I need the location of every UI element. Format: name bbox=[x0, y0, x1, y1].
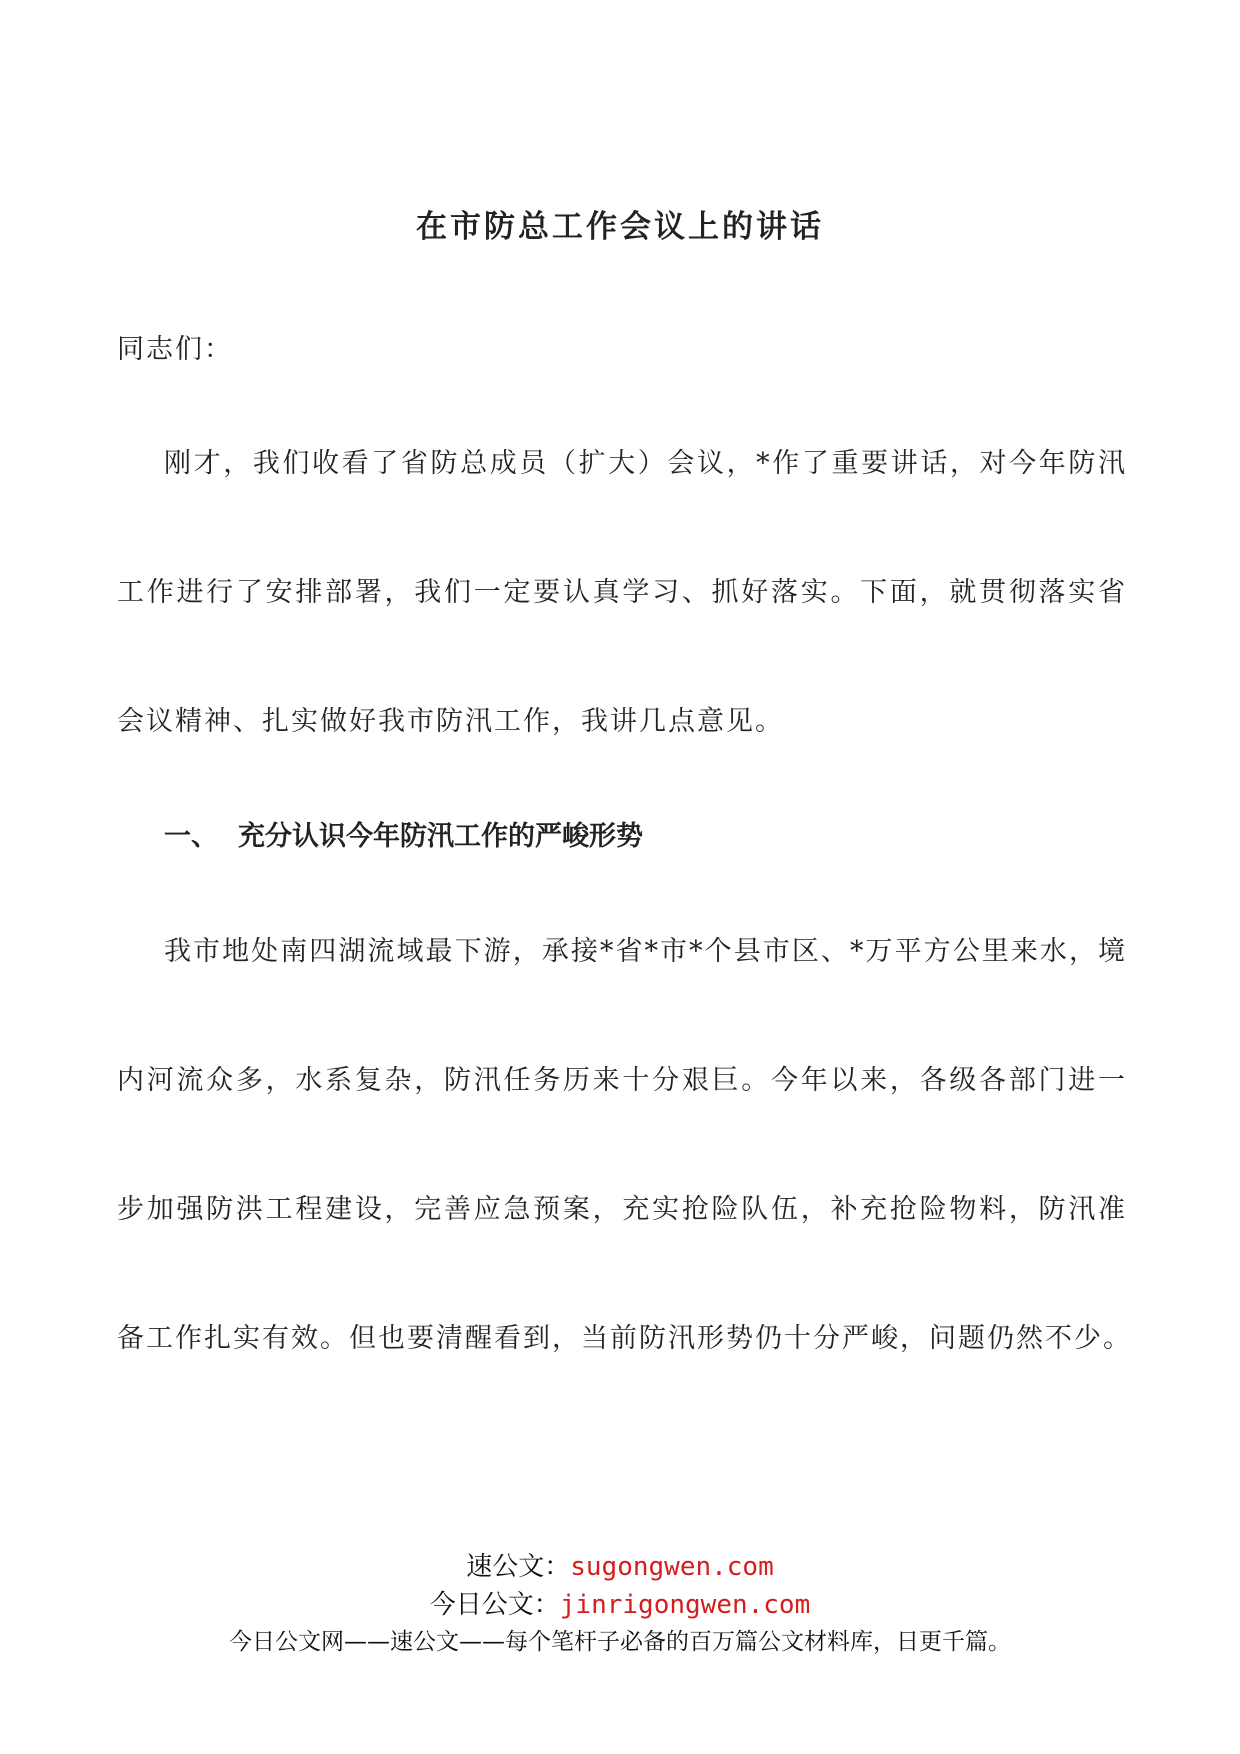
paragraph-2-line-1: 我市地处南四湖流域最下游，承接*省*市*个县市区、*万平方公里来水，境 bbox=[164, 936, 1127, 967]
paragraph-2-line-2: 内河流众多，水系复杂，防汛任务历来十分艰巨。今年以来，各级各部门进一 bbox=[117, 1065, 1127, 1096]
salutation: 同志们： bbox=[117, 334, 233, 365]
section-1-heading bbox=[164, 817, 643, 857]
footer-site-1-label: 速公文： bbox=[466, 1552, 571, 1582]
footer-site-2 bbox=[0, 1588, 1240, 1622]
paragraph-2-line-4: 备工作扎实有效。但也要清醒看到，当前防汛形势仍十分严峻，问题仍然不少。 bbox=[117, 1323, 1132, 1354]
paragraph-1-line-2: 工作进行了安排部署，我们一定要认真学习、抓好落实。下面，就贯彻落实省 bbox=[117, 577, 1127, 608]
paragraph-1-line-3: 会议精神、扎实做好我市防汛工作，我讲几点意见。 bbox=[117, 706, 784, 737]
section-1-number: 一、 bbox=[164, 821, 218, 852]
document-title: 在市防总工作会议上的讲话 bbox=[416, 209, 824, 245]
section-1-title: 充分认识今年防汛工作的严峻形势 bbox=[238, 821, 643, 852]
footer-site-2-link[interactable]: jinrigongwen.com bbox=[559, 1590, 811, 1620]
paragraph-1-line-1: 刚才，我们收看了省防总成员（扩大）会议，*作了重要讲话，对今年防汛 bbox=[164, 448, 1127, 479]
footer-site-1-link[interactable]: sugongwen.com bbox=[570, 1552, 774, 1582]
footer-tagline: 今日公文网——速公文——每个笔杆子必备的百万篇公文材料库，日更千篇。 bbox=[229, 1629, 1011, 1655]
paragraph-2-line-3: 步加强防洪工程建设，完善应急预案，充实抢险队伍，补充抢险物料，防汛准 bbox=[117, 1194, 1127, 1225]
footer-site-1 bbox=[0, 1550, 1240, 1584]
footer-site-2-label: 今日公文： bbox=[429, 1590, 560, 1620]
